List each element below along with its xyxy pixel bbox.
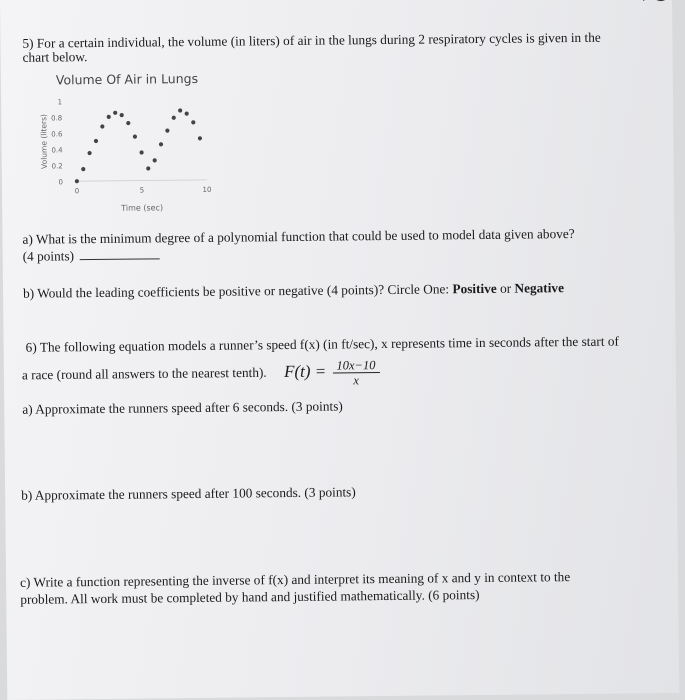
- option-negative[interactable]: Negative: [514, 280, 565, 296]
- data-point: [94, 139, 98, 143]
- y-tick-label: 1: [57, 98, 63, 107]
- data-point: [87, 151, 91, 155]
- data-point: [81, 167, 85, 171]
- x-axis-label: Time (sec): [121, 203, 164, 213]
- x-tick-label: 5: [139, 186, 145, 195]
- scatter-chart: [31, 93, 232, 225]
- question-6-prompt-cont: a race (round all answers to the nearest tenth). F(t) = $\frac{10x-10}{x}$: [22, 358, 380, 391]
- data-point: [113, 111, 117, 115]
- data-point: [191, 120, 195, 124]
- question-5-prompt: 5) For a certain individual, the volume (in liters) of air in the lungs during 2 respiratory cycles is given in the: [22, 29, 601, 51]
- y-tick-label: 0.4: [51, 146, 63, 155]
- y-tick-label: 0.2: [51, 162, 63, 171]
- data-point: [107, 115, 111, 119]
- data-point: [146, 166, 150, 170]
- question-6c-cont: problem. All work must be completed by hand and justified mathematically. (6 points): [20, 587, 480, 607]
- y-tick-label: 0: [58, 178, 63, 187]
- y-axis-label: Volume (liters): [39, 114, 49, 170]
- data-point: [178, 108, 182, 112]
- chart-title: Volume Of Air in Lungs: [55, 70, 199, 88]
- equation: F(t) = $\frac{10x-10}{x}$: [284, 364, 380, 380]
- x-axis-line: [77, 180, 207, 181]
- x-tick-label: 0: [74, 187, 80, 196]
- data-point: [172, 116, 176, 120]
- question-5b: b) Would the leading coefficients be positive or negative (4 points)? Circle One: Positive or Negative: [22, 280, 565, 301]
- question-6-prompt: 6) The following equation models a runner’s speed f(x) (in ft/sec), x represents time in seconds after the start of: [25, 333, 619, 355]
- option-positive[interactable]: Positive: [452, 280, 497, 297]
- data-point: [198, 136, 202, 140]
- data-point: [100, 124, 104, 128]
- pen-mark-icon: [642, 0, 668, 3]
- y-tick-label: 0.6: [51, 130, 63, 139]
- x-tick-label: 10: [202, 185, 212, 194]
- data-point: [153, 158, 157, 162]
- answer-blank[interactable]: [80, 246, 160, 260]
- question-5a-points: (4 points): [23, 246, 161, 264]
- data-point: [133, 134, 137, 138]
- data-point: [185, 112, 189, 116]
- data-point: [126, 121, 130, 125]
- question-5-prompt-cont: chart below.: [22, 49, 88, 65]
- data-point: [75, 179, 79, 183]
- data-point: [159, 142, 163, 146]
- question-5a: a) What is the minimum degree of a polynomial function that could be used to model data given above?: [22, 225, 575, 247]
- y-tick-label: 0.8: [51, 114, 63, 123]
- question-6c: c) Write a function representing the inverse of f(x) and interpret its meaning of x and y in context to the: [20, 569, 571, 590]
- data-point: [120, 113, 124, 117]
- question-6b: b) Approximate the runners speed after 100 seconds. (3 points): [21, 484, 356, 503]
- data-point: [139, 150, 143, 154]
- question-6a: a) Approximate the runners speed after 6 seconds. (3 points): [22, 398, 343, 417]
- data-point: [165, 129, 169, 133]
